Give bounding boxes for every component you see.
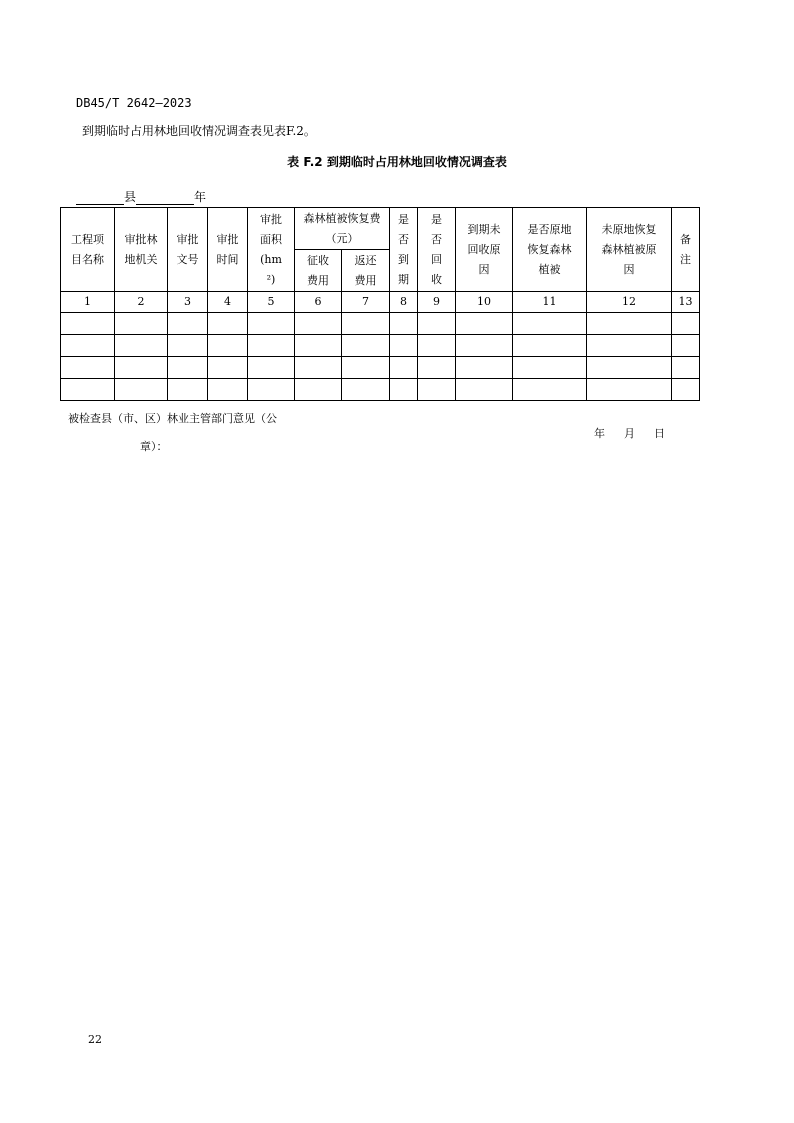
table-cell[interactable]: [248, 313, 295, 335]
document-code: DB45/T 2642—2023: [76, 96, 192, 110]
opinion-label-line1: 被检查县（市、区）林业主管部门意见（公: [68, 412, 277, 425]
table-cell[interactable]: [342, 379, 390, 401]
header-approval-doc: 审批文号: [168, 208, 208, 292]
table-cell[interactable]: [513, 335, 587, 357]
table-cell[interactable]: [456, 357, 513, 379]
table-cell[interactable]: [390, 335, 418, 357]
table-cell[interactable]: [418, 335, 456, 357]
date-line: [594, 425, 665, 441]
table-cell[interactable]: [587, 335, 672, 357]
table-cell[interactable]: [418, 357, 456, 379]
table-row: [61, 357, 700, 379]
table-cell[interactable]: [208, 379, 248, 401]
column-number: 8: [390, 292, 418, 313]
table-row: [61, 313, 700, 335]
header-approval-time: 审批时间: [208, 208, 248, 292]
header-approval-authority: 审批林地机关: [115, 208, 168, 292]
column-number: 1: [61, 292, 115, 313]
table-cell[interactable]: [168, 313, 208, 335]
table-row: [61, 335, 700, 357]
header-restored-in-place: 是否原地恢复森林植被: [513, 208, 587, 292]
header-project-name: 工程项目名称: [61, 208, 115, 292]
opinion-label-line2: 章）：: [140, 440, 168, 453]
table-cell[interactable]: [456, 335, 513, 357]
header-approval-area: 审批面积(hm²): [248, 208, 295, 292]
header-unrecovered-reason: 到期未回收原因: [456, 208, 513, 292]
county-blank: [76, 191, 124, 205]
page-number: 22: [88, 1033, 102, 1046]
county-suffix: 县: [124, 190, 137, 204]
table-cell[interactable]: [513, 313, 587, 335]
date-day: 日: [654, 427, 665, 440]
table-cell[interactable]: [208, 313, 248, 335]
table-cell[interactable]: [61, 357, 115, 379]
year-suffix: 年: [194, 190, 207, 204]
table-cell[interactable]: [61, 379, 115, 401]
table-cell[interactable]: [587, 357, 672, 379]
table-cell[interactable]: [248, 379, 295, 401]
table-cell[interactable]: [342, 313, 390, 335]
column-number: 11: [513, 292, 587, 313]
table-cell[interactable]: [513, 379, 587, 401]
table-cell[interactable]: [672, 379, 700, 401]
table-cell[interactable]: [342, 335, 390, 357]
table-cell[interactable]: [295, 313, 342, 335]
table-cell[interactable]: [672, 357, 700, 379]
county-year-line: [76, 188, 206, 205]
column-number: 3: [168, 292, 208, 313]
table-cell[interactable]: [61, 313, 115, 335]
header-remarks: 备注: [672, 208, 700, 292]
date-month: 月: [624, 427, 635, 440]
table-cell[interactable]: [513, 357, 587, 379]
table-cell[interactable]: [115, 335, 168, 357]
table-cell[interactable]: [390, 379, 418, 401]
table-cell[interactable]: [168, 335, 208, 357]
table-cell[interactable]: [295, 335, 342, 357]
column-number: 9: [418, 292, 456, 313]
header-not-restored-reason: 未原地恢复森林植被原因: [587, 208, 672, 292]
header-fee-returned: 返还费用: [342, 250, 390, 292]
table-cell[interactable]: [295, 379, 342, 401]
table-cell[interactable]: [390, 313, 418, 335]
header-expired: 是否到期: [390, 208, 418, 292]
column-number-row: [61, 292, 700, 313]
header-recovered: 是否回收: [418, 208, 456, 292]
column-number: 2: [115, 292, 168, 313]
table-cell[interactable]: [115, 379, 168, 401]
column-number: 5: [248, 292, 295, 313]
table-cell[interactable]: [587, 313, 672, 335]
table-cell[interactable]: [390, 357, 418, 379]
table-cell[interactable]: [295, 357, 342, 379]
table-cell[interactable]: [456, 313, 513, 335]
column-number: 4: [208, 292, 248, 313]
table-cell[interactable]: [672, 313, 700, 335]
column-number: 12: [587, 292, 672, 313]
header-restoration-fee: 森林植被恢复费（元）: [295, 208, 390, 250]
intro-text: 到期临时占用林地回收情况调查表见表F.2。: [82, 124, 316, 138]
header-fee-collected: 征收费用: [295, 250, 342, 292]
table-cell[interactable]: [248, 357, 295, 379]
survey-table: [60, 207, 700, 401]
table-cell[interactable]: [208, 357, 248, 379]
table-cell[interactable]: [115, 313, 168, 335]
table-cell[interactable]: [248, 335, 295, 357]
table-cell[interactable]: [208, 335, 248, 357]
table-cell[interactable]: [418, 313, 456, 335]
column-number: 13: [672, 292, 700, 313]
table-cell[interactable]: [168, 379, 208, 401]
table-cell[interactable]: [115, 357, 168, 379]
table-cell[interactable]: [61, 335, 115, 357]
table-title: 表 F.2 到期临时占用林地回收情况调查表: [287, 155, 507, 169]
table-cell[interactable]: [456, 379, 513, 401]
table-cell[interactable]: [672, 335, 700, 357]
table-cell[interactable]: [587, 379, 672, 401]
table-row: [61, 379, 700, 401]
date-year: 年: [594, 427, 605, 440]
table-cell[interactable]: [418, 379, 456, 401]
column-number: 6: [295, 292, 342, 313]
table-cell[interactable]: [342, 357, 390, 379]
column-number: 7: [342, 292, 390, 313]
table-cell[interactable]: [168, 357, 208, 379]
year-blank: [136, 191, 194, 205]
column-number: 10: [456, 292, 513, 313]
